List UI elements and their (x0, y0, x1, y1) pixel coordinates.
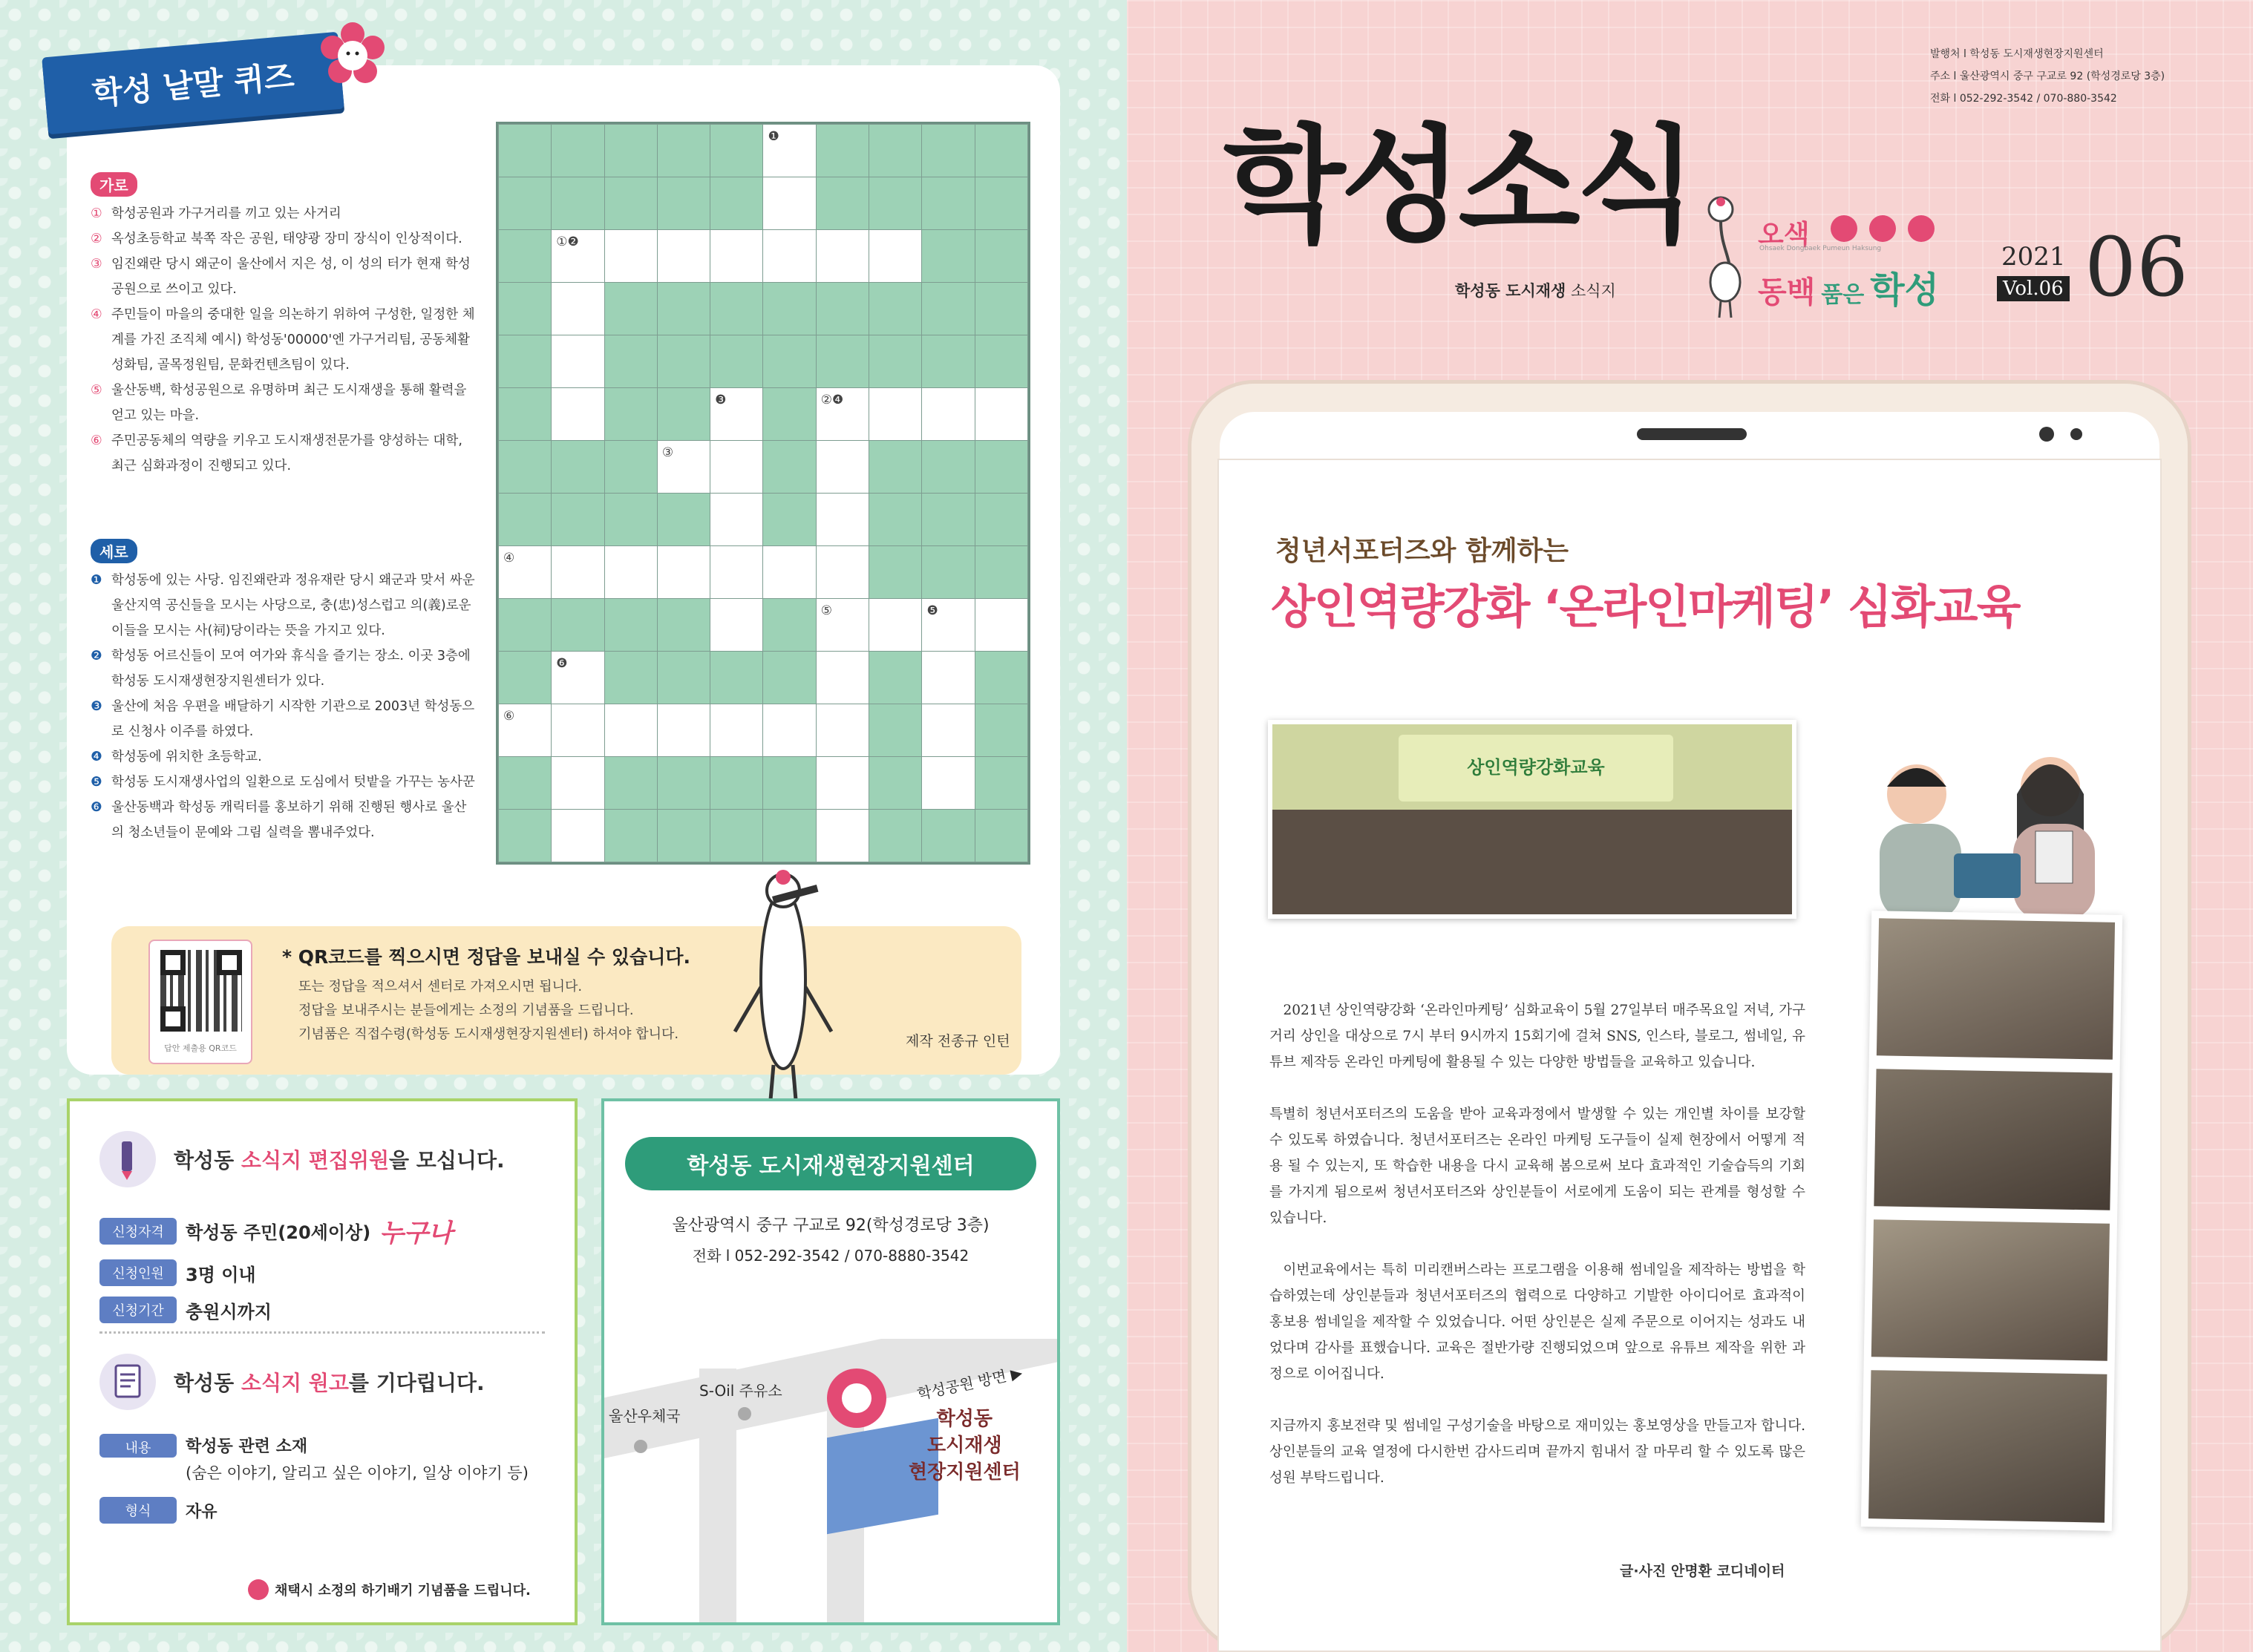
qr-line: 기념품은 직접수령(학성동 도시재생현장지원센터) 하셔야 합니다. (298, 1026, 679, 1042)
center-name: 학성동 도시재생현장지원센터 (625, 1137, 1036, 1190)
crossword-block-cell (763, 335, 816, 388)
crossword-block-cell (499, 441, 552, 494)
cell-number: ❶ (768, 129, 779, 144)
issue-vol: Vol.06 (1997, 276, 2070, 301)
banner-text: 상인역량강화교육 (1399, 735, 1673, 802)
masthead-title: 학성소식 (1223, 111, 1693, 260)
crossword-block-cell (657, 810, 710, 862)
sero-clue (91, 770, 477, 795)
row-value: 충원시까지 (186, 1301, 272, 1322)
qr-line: 정답을 보내주시는 분들에게는 소정의 기념품을 드립니다. (298, 1003, 634, 1018)
row-sub: (숨은 이야기, 알리고 싶은 이야기, 일상 이야기 등) (186, 1464, 529, 1482)
document-icon (99, 1354, 156, 1410)
clue-text: 학성동에 있는 사당. 임진왜란과 정유재란 당시 왜군과 맞서 싸운 울산지역 공신들을 모시는 사당으로, 충(忠)성스럽고 의(義)로운 이들을 모시는 사(祠)당이라는 뜻을 가지고 있다. (111, 573, 475, 638)
crossword-block-cell (975, 494, 1027, 546)
crossword-answer-cell[interactable] (869, 388, 922, 441)
tablet-screen (1217, 459, 2162, 1652)
crossword-block-cell (975, 652, 1027, 704)
crossword-block-cell (763, 283, 816, 335)
credit: 제작 전종규 인턴 (906, 1033, 1010, 1049)
center-box (601, 1098, 1060, 1625)
crossword-block-cell (499, 125, 552, 177)
manuscript-rows (99, 1434, 529, 1524)
crossword-block-cell (869, 441, 922, 494)
clue-number: ② (91, 232, 102, 246)
crossword-block-cell (922, 177, 975, 230)
quiz-title: 학성 낱말 퀴즈 (91, 58, 296, 112)
pen-icon (99, 1131, 156, 1187)
crossword-answer-cell[interactable] (710, 441, 763, 494)
recruit-row (99, 1213, 453, 1249)
clue-text: 학성동 어르신들이 모여 여가와 휴식을 즐기는 장소. 이곳 3층에 학성동 도시재생현장지원센터가 있다. (111, 649, 471, 689)
building-line: 학성동 (936, 1408, 993, 1430)
row-tag: 신청인원 (99, 1259, 177, 1286)
crossword-answer-cell[interactable] (552, 230, 604, 283)
class-photo (1871, 1219, 2110, 1361)
crossword-answer-cell[interactable] (657, 441, 710, 494)
crossword-answer-cell[interactable] (710, 599, 763, 652)
crossword-block-cell (763, 599, 816, 652)
sero-section (91, 539, 477, 845)
crossword-block-cell (710, 177, 763, 230)
clue-number: ❻ (91, 800, 102, 815)
crossword-block-cell (552, 441, 604, 494)
clue-number: ❹ (91, 750, 102, 764)
manuscript-title-a: 학성동 (174, 1371, 241, 1395)
qr-card[interactable] (148, 940, 252, 1064)
article-paragraph: 특별히 청년서포터즈의 도움을 받아 교육과정에서 발생할 수 있는 개인별 차이를 보강할 수 있도록 하였습니다. 청년서포터즈는 온라인 마케팅 도구들이 실제 현장에서 어떻게 적용 될 수 있는지, 또 학습한 내용을 다시 교육해 봄으로써 보다 효과적인 기술습득의 기회를 가지게 됨으로써 청년서포터즈와 상인분들이 서로에게 도움이 되는 관계를 형성할 수 있습니다. (1269, 1107, 1805, 1226)
row-tag: 신청기간 (99, 1297, 177, 1323)
group-photo (1268, 720, 1796, 919)
map-pin-icon (634, 1440, 647, 1453)
crossword-answer-cell[interactable] (975, 388, 1027, 441)
address-line: 주소 l 울산광역시 중구 구교로 92 (학성경로당 3층) (1930, 71, 2165, 82)
sero-clue-list (91, 568, 477, 845)
crossword-block-cell (869, 177, 922, 230)
crossword-answer-cell[interactable] (499, 546, 552, 599)
clue-number: ❸ (91, 699, 102, 714)
crossword-answer-cell[interactable] (604, 546, 657, 599)
crossword-answer-cell[interactable] (816, 494, 869, 546)
garo-clue-list (91, 201, 477, 479)
slogan-3: 품은 (1821, 282, 1865, 308)
crossword-block-cell (710, 335, 763, 388)
crossword-block-cell (975, 441, 1027, 494)
cell-number: ⑥ (503, 709, 515, 724)
crossword-block-cell (604, 652, 657, 704)
cell-number: ❸ (715, 393, 727, 407)
clue-text: 주민공동체의 역량을 키우고 도시재생전문가를 양성하는 대학, 최근 심화과정이 진행되고 있다. (111, 433, 462, 473)
flower-icon (1869, 215, 1896, 242)
row-extra: 누구나 (379, 1219, 453, 1248)
map-label-oil: S-Oil 주유소 (699, 1382, 782, 1400)
slogan-line2 (1758, 261, 1939, 312)
class-photo (1877, 918, 2115, 1060)
crossword-answer-cell[interactable] (975, 599, 1027, 652)
class-photo (1874, 1069, 2112, 1210)
row-tag: 신청자격 (99, 1218, 177, 1245)
clue-text: 울산에 처음 우편을 배달하기 시작한 기관으로 2003년 학성동으로 신청사 이주를 하였다. (111, 699, 475, 739)
article-paragraph: 이번교육에서는 특히 미리캔버스라는 프로그램을 이용해 썸네일을 제작하는 방법을 학습하였는데 상인분들과 청년서포터즈의 협력으로 다양하고 기발한 아이디어로 효과적이 홍보용 썸네일을 제작할 수 있었습니다. 어떤 상인분은 실제 주문으로 이어지는 성과도 내었다며 감사를 표했습니다. 교육은 절반가량 진행되었으며 앞으로 유튜브 제작을 위한 과정으로 이어집니다. (1269, 1262, 1805, 1382)
crossword-answer-cell[interactable] (816, 546, 869, 599)
garo-clue (91, 201, 477, 226)
speaker-slot (1637, 428, 1747, 440)
clue-text: 학성동 도시재생사업의 일환으로 도심에서 텃밭을 가꾸는 농사꾼 (111, 775, 475, 790)
clue-text: 학성동에 위치한 초등학교. (111, 750, 262, 764)
crossword-answer-cell[interactable] (604, 230, 657, 283)
camellia-flower-icon (319, 22, 386, 89)
issue-number: 06 (2084, 220, 2188, 315)
crossword-block-cell (604, 441, 657, 494)
crossword-block-cell (499, 494, 552, 546)
crossword-block-cell (869, 704, 922, 757)
row-value: 학성동 주민(20세이상) (186, 1222, 371, 1243)
crossword-block-cell (975, 177, 1027, 230)
crossword-block-cell (869, 652, 922, 704)
slogan-small: Ohsaek Dongbaek Pumeun Haksung (1759, 245, 1882, 252)
building-line: 현장지원센터 (909, 1461, 1021, 1484)
crossword-answer-cell[interactable] (869, 230, 922, 283)
crossword-block-cell (604, 125, 657, 177)
crossword-block-cell (710, 283, 763, 335)
qr-lines (298, 975, 678, 1046)
slogan-4: 학성 (1870, 269, 1939, 311)
qr-line: 또는 정답을 적으셔서 센터로 가져오시면 됩니다. (298, 979, 583, 994)
qr-notice-box (111, 926, 1021, 1075)
crossword-block-cell (604, 177, 657, 230)
cell-number: ⑤ (820, 603, 833, 618)
crossword-block-cell (604, 599, 657, 652)
crossword-block-cell (975, 335, 1027, 388)
crossword-block-cell (657, 599, 710, 652)
map-label-post: 울산우체국 (609, 1407, 681, 1425)
crossword-answer-cell[interactable] (552, 652, 604, 704)
photo-strip (1861, 911, 2122, 1531)
crossword-block-cell (499, 388, 552, 441)
crossword-answer-cell[interactable] (922, 652, 975, 704)
clue-number: ⑤ (91, 383, 102, 398)
recruit-row (99, 1297, 453, 1323)
crossword-grid (496, 122, 1030, 865)
crossword-block-cell (604, 335, 657, 388)
crossword-block-cell (552, 125, 604, 177)
crossword-block-cell (869, 810, 922, 862)
crossword-block-cell (763, 494, 816, 546)
crossword-block-cell (657, 494, 710, 546)
crossword-block-cell (657, 125, 710, 177)
subtitle-b: 소식지 (1566, 282, 1616, 300)
crossword-block-cell (710, 810, 763, 862)
crossword-block-cell (499, 335, 552, 388)
crossword-answer-cell[interactable] (552, 283, 604, 335)
crossword-block-cell (816, 125, 869, 177)
publisher-info (1930, 43, 2165, 110)
recruit-title-a: 학성동 (174, 1148, 241, 1173)
clue-number: ③ (91, 257, 102, 272)
crossword-block-cell (816, 177, 869, 230)
crossword-block-cell (975, 810, 1027, 862)
crossword-block-cell (657, 335, 710, 388)
sero-clue (91, 568, 477, 643)
crossword-block-cell (499, 757, 552, 810)
sero-clue (91, 795, 477, 845)
crossword-answer-cell[interactable] (922, 704, 975, 757)
clue-text: 주민들이 마을의 중대한 일을 의논하기 위하여 구성한, 일정한 체계를 가진 조직체 예시) 학성동'00000'엔 가구거리팀, 공동체활성화팀, 골목정원팀, 문화컨텐츠팀이 있다. (111, 307, 475, 373)
crossword-block-cell (922, 546, 975, 599)
crossword-block-cell (604, 757, 657, 810)
recruit-title (174, 1144, 505, 1174)
crossword-block-cell (710, 125, 763, 177)
camellia-marker-icon (827, 1369, 886, 1428)
gift-note (248, 1579, 531, 1600)
garo-clue (91, 302, 477, 378)
crossword-answer-cell[interactable] (710, 230, 763, 283)
crossword-block-cell (975, 230, 1027, 283)
crossword-block-cell (869, 335, 922, 388)
map-label-park: 학성공원 방면 ▶ (915, 1363, 1024, 1403)
building-line: 도시재생 (927, 1435, 1002, 1457)
recruit-title-b: 소식지 편집위원 (241, 1148, 389, 1173)
crossword-answer-cell[interactable] (869, 599, 922, 652)
cell-number: ①❷ (556, 235, 579, 249)
article-body (1269, 997, 1805, 1491)
crossword-block-cell (869, 125, 922, 177)
crossword-block-cell (552, 599, 604, 652)
center-address: 울산광역시 중구 구교로 92(학성경로당 3층) (672, 1216, 990, 1235)
crossword-answer-cell[interactable] (552, 810, 604, 862)
masthead-subtitle (1455, 279, 1616, 301)
clue-text: 임진왜란 당시 왜군이 울산에서 지은 성, 이 성의 터가 현재 학성공원으로 쓰이고 있다. (111, 257, 471, 297)
center-phone: 전화 l 052-292-3542 / 070-8880-3542 (692, 1247, 969, 1265)
sero-clue (91, 643, 477, 694)
crane-logo-icon (1698, 193, 1758, 319)
cell-number: ③ (661, 445, 674, 460)
crossword-block-cell (922, 335, 975, 388)
crossword-answer-cell[interactable] (816, 810, 869, 862)
location-map[interactable] (604, 1339, 1057, 1622)
crossword-block-cell (499, 177, 552, 230)
crossword-answer-cell[interactable] (816, 704, 869, 757)
recruit-title-c: 을 모십니다. (389, 1148, 505, 1173)
manuscript-title (174, 1367, 485, 1397)
crossword-block-cell (922, 441, 975, 494)
row-value: 3명 이내 (186, 1264, 256, 1285)
crossword-block-cell (975, 283, 1027, 335)
crossword-answer-cell[interactable] (657, 546, 710, 599)
row-value: 학성동 관련 소재 (186, 1438, 308, 1456)
crossword-block-cell (657, 283, 710, 335)
sero-clue (91, 694, 477, 744)
crossword-block-cell (975, 546, 1027, 599)
map-building-label (909, 1406, 1021, 1486)
row-value: 자유 (186, 1502, 218, 1521)
garo-clue (91, 226, 477, 252)
crossword-answer-cell[interactable] (710, 388, 763, 441)
crossword-block-cell (922, 810, 975, 862)
crossword-block-cell (763, 652, 816, 704)
garo-clue (91, 252, 477, 302)
crossword-block-cell (499, 230, 552, 283)
qr-headline: * QR코드를 찍으시면 정답을 보내실 수 있습니다. (282, 946, 690, 968)
crossword-answer-cell[interactable] (710, 494, 763, 546)
clue-text: 울산동백과 학성동 캐릭터를 홍보하기 위해 진행된 행사로 울산의 청소년들이 문예와 그림 실력을 뽐내주었다. (111, 800, 467, 840)
crossword-block-cell (710, 757, 763, 810)
crossword-block-cell (869, 757, 922, 810)
crossword-answer-cell[interactable] (816, 599, 869, 652)
clue-number: ❷ (91, 649, 102, 663)
slogan-1: 오색 (1758, 220, 1810, 250)
crossword-answer-cell[interactable] (657, 230, 710, 283)
clue-number: ❶ (91, 573, 102, 588)
crossword-block-cell (499, 652, 552, 704)
crossword-block-cell (816, 283, 869, 335)
slogan-flowers (1831, 215, 1935, 242)
article-headline: 상인역량강화 ‘온라인마케팅’ 심화교육 (1271, 580, 2020, 634)
recruit-rows (99, 1213, 453, 1323)
crossword-block-cell (763, 388, 816, 441)
crossword-answer-cell[interactable] (763, 125, 816, 177)
crossword-block-cell (499, 810, 552, 862)
map-pin-icon (738, 1407, 751, 1420)
manuscript-title-c: 를 기다립니다. (348, 1371, 485, 1395)
crane-mascot-icon (727, 861, 839, 1106)
crossword-block-cell (763, 757, 816, 810)
crossword-answer-cell[interactable] (499, 704, 552, 757)
crossword-block-cell (816, 335, 869, 388)
subtitle-a: 학성동 도시재생 (1455, 282, 1566, 300)
crossword-block-cell (604, 283, 657, 335)
sero-clue (91, 744, 477, 770)
crossword-block-cell (710, 652, 763, 704)
crossword-answer-cell[interactable] (552, 335, 604, 388)
crossword-answer-cell[interactable] (710, 704, 763, 757)
manuscript-row (99, 1497, 529, 1524)
clue-text: 학성공원과 가구거리를 끼고 있는 사거리 (111, 206, 341, 221)
publisher-line: 발행처 l 학성동 도시재생현장지원센터 (1930, 48, 2104, 60)
flower-icon (1908, 215, 1935, 242)
qr-caption: 답안 제출용 QR코드 (164, 1043, 237, 1053)
row-tag: 형식 (99, 1497, 177, 1524)
crossword-answer-cell[interactable] (922, 599, 975, 652)
crossword-answer-cell[interactable] (763, 230, 816, 283)
crossword-answer-cell[interactable] (763, 546, 816, 599)
crossword-block-cell (657, 388, 710, 441)
recruit-row (99, 1259, 453, 1286)
crossword-block-cell (922, 125, 975, 177)
crossword-block-cell (552, 494, 604, 546)
sero-tag: 세로 (91, 539, 137, 563)
crossword-block-cell (922, 283, 975, 335)
clue-text: 울산동백, 학성공원으로 유명하며 최근 도시재생을 통해 활력을 얻고 있는 마을. (111, 383, 467, 423)
manuscript-row (99, 1434, 529, 1484)
crossword-block-cell (763, 441, 816, 494)
crossword-block-cell (657, 177, 710, 230)
clue-number: ⑥ (91, 433, 102, 448)
garo-tag: 가로 (91, 172, 137, 197)
cell-number: ❺ (926, 603, 938, 618)
row-tag: 내용 (99, 1434, 177, 1458)
class-photo (1868, 1370, 2107, 1523)
crossword-answer-cell[interactable] (763, 704, 816, 757)
garo-clue (91, 428, 477, 479)
article-byline: 글·사진 안명환 코디네이터 (1620, 1563, 1785, 1579)
crossword-block-cell (975, 704, 1027, 757)
crossword-answer-cell[interactable] (922, 388, 975, 441)
phone-line: 전화 l 052-292-3542 / 070-880-3542 (1930, 93, 2117, 105)
crossword-block-cell (922, 494, 975, 546)
crossword-block-cell (869, 494, 922, 546)
crossword-answer-cell[interactable] (710, 546, 763, 599)
crossword-block-cell (975, 757, 1027, 810)
garo-clue (91, 378, 477, 428)
clue-number: ① (91, 206, 102, 221)
crossword-answer-cell[interactable] (552, 546, 604, 599)
crossword-block-cell (604, 388, 657, 441)
sensor-icon (2070, 428, 2082, 440)
gift-text: 채택시 소정의 하기배기 기념품을 드립니다. (275, 1583, 531, 1599)
crossword-block-cell (604, 810, 657, 862)
people-illustration-icon (1850, 742, 2125, 920)
crossword-answer-cell[interactable] (816, 441, 869, 494)
cell-number: ❻ (556, 656, 568, 671)
crossword-answer-cell[interactable] (604, 704, 657, 757)
cell-number: ④ (503, 551, 515, 566)
crossword-answer-cell[interactable] (816, 230, 869, 283)
map-road (699, 1369, 736, 1622)
flower-icon (248, 1579, 269, 1600)
crossword-answer-cell[interactable] (552, 704, 604, 757)
camera-icon (2039, 427, 2054, 442)
crossword-answer-cell[interactable] (816, 652, 869, 704)
crossword-answer-cell[interactable] (763, 177, 816, 230)
crossword-block-cell (763, 810, 816, 862)
article-kicker: 청년서포터즈와 함께하는 (1275, 536, 1569, 566)
crossword-block-cell (499, 599, 552, 652)
crossword-answer-cell[interactable] (552, 388, 604, 441)
crossword-block-cell (922, 230, 975, 283)
clue-number: ④ (91, 307, 102, 322)
clue-text: 옥성초등학교 북쪽 작은 공원, 태양광 장미 장식이 인상적이다. (111, 232, 462, 246)
garo-section (91, 172, 477, 479)
clue-number: ❺ (91, 775, 102, 790)
crossword-block-cell (552, 177, 604, 230)
crossword-block-cell (499, 283, 552, 335)
crossword-answer-cell[interactable] (816, 757, 869, 810)
crossword-block-cell (657, 757, 710, 810)
crossword-answer-cell[interactable] (552, 757, 604, 810)
crossword-answer-cell[interactable] (657, 704, 710, 757)
crossword-block-cell (657, 652, 710, 704)
slogan-2: 동백 (1758, 275, 1816, 309)
cell-number: ②❹ (820, 393, 844, 407)
crossword-block-cell (604, 494, 657, 546)
crossword-block-cell (869, 283, 922, 335)
recruit-box (67, 1098, 578, 1625)
flower-icon (1831, 215, 1857, 242)
divider (99, 1331, 545, 1334)
crossword-answer-cell[interactable] (922, 757, 975, 810)
crossword-block-cell (869, 546, 922, 599)
article-paragraph: 지금까지 홍보전략 및 썸네일 구성기술을 바탕으로 재미있는 홍보영상을 만들고자 합니다. 상인분들의 교육 열정에 다시한번 감사드리며 끝까지 힘내서 잘 마무리 할 수 있도록 많은 성원 부탁드립니다. (1269, 1418, 1805, 1486)
crossword-answer-cell[interactable] (816, 388, 869, 441)
manuscript-title-b: 소식지 원고 (241, 1371, 349, 1395)
crossword-block-cell (975, 125, 1027, 177)
article-paragraph: 2021년 상인역량강화 ‘온라인마케팅’ 심화교육이 5월 27일부터 매주목요일 저녁, 가구거리 상인을 대상으로 7시 부터 9시까지 15회기에 걸쳐 SNS, 인스타, 블로그, 썸네일, 유튜브 제작등 온라인 마케팅에 활용될 수 있는 다양한 방법들을 교육하고 있습니다. (1269, 1003, 1805, 1070)
issue-year: 2021 (2001, 242, 2066, 272)
